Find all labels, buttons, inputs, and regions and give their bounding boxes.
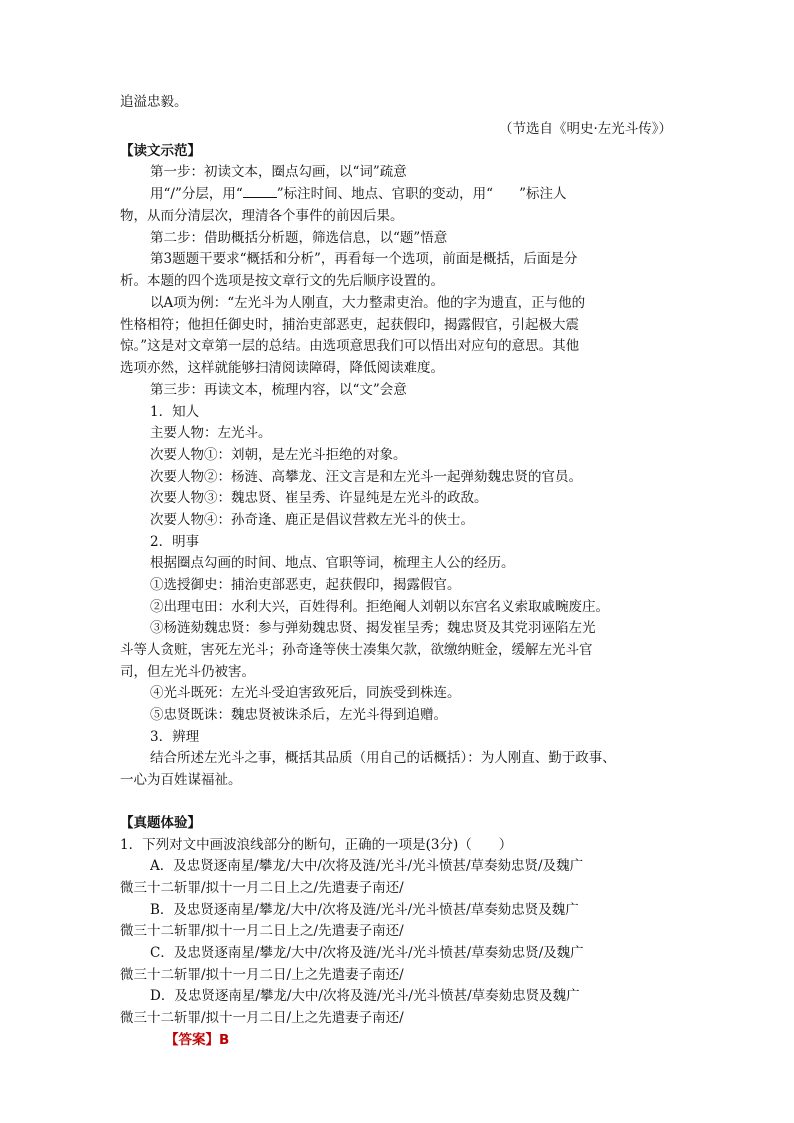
text-line: 结合所述左光斗之事，概括其品质（用自己的话概括）：为人刚直、勤于政事、 (150, 750, 616, 766)
text-fragment: ”标注时间、地点、官职的变动，用“ (276, 186, 494, 202)
step-heading: 第一步：初读文本，圈点勾画，以“词”疏意 (150, 164, 407, 180)
text-line: 选项亦然，这样就能够扫清阅读障碍，降低阅读难度。 (120, 360, 444, 376)
text-line: 次要人物③：魏忠贤、崔呈秀、许显纯是左光斗的政敌。 (150, 490, 488, 506)
option-c: C．及忠贤逐南星/攀龙/大中/次将及涟/光斗/光斗愤甚/草奏劾忠贤/及魏广 (150, 945, 584, 961)
text-fragment: ”标注人 (519, 186, 567, 202)
answer-label: 【答案】B (165, 1032, 230, 1048)
question-stem: 1．下列对文中画波浪线部分的断句，正确的一项是(3分)（ ） (120, 837, 513, 853)
underline-marker (243, 185, 277, 198)
text-line: 一心为百姓谋福祉。 (120, 772, 242, 788)
subsection-heading: 3．辨理 (150, 729, 200, 745)
text-line: 追溢忠毅。 (120, 94, 188, 110)
text-line: 析。本题的四个选项是按文章行文的先后顺序设置的。 (120, 273, 444, 289)
text-line: 主要人物：左光斗。 (150, 425, 272, 441)
option-a: A．及忠贤逐南星/攀龙/大中/次将及涟/光斗/光斗愤甚/草奏劾忠贤/及魏广 (150, 858, 584, 874)
text-line: 次要人物①：刘朝，是左光斗拒绝的对象。 (150, 447, 407, 463)
option-a-cont: 微三十二斩罪/拟十一月二日上之/先遣妻子南还/ (120, 880, 404, 896)
option-d-cont: 微三十二斩罪/拟十一月二日/上之先遣妻子南还/ (120, 1010, 404, 1026)
text-fragment: 用“/”分层，用“ (150, 186, 243, 202)
text-line: ④光斗既死：左光斗受迫害致死后，同族受到株连。 (150, 685, 461, 701)
source-citation: （节选自《明史·左光斗传》） (498, 121, 672, 137)
step-heading: 第二步：借助概括分析题，筛选信息，以“题”悟意 (150, 230, 448, 246)
text-line (150, 183, 566, 205)
option-b: B．及忠贤逐南星/攀龙/大中/次将及涟/光斗/光斗愤甚/草奏劾忠贤及魏广 (150, 902, 579, 918)
text-line: ②出理屯田：水利大兴，百姓得利。拒绝阉人刘朝以东宫名义索取戚畹废庄。 (150, 599, 609, 615)
text-line: 惊。”这是对文章第一层的总结。由选项意思我们可以悟出对应句的意思。其他 (120, 338, 580, 354)
text-line: 斗等人贪赃，害死左光斗；孙奇逢等侠士凑集欠款，欲缴纳赃金，缓解左光斗官 (120, 642, 593, 658)
text-line: 以A项为例：“左光斗为人刚直，大力整肃吏治。他的字为遗直，正与他的 (150, 295, 586, 311)
text-line: 司，但左光斗仍被害。 (120, 664, 255, 680)
section-heading: 【读文示范】 (120, 143, 201, 159)
text-line: ③杨涟劾魏忠贤：参与弹劾魏忠贤、揭发崔呈秀；魏忠贤及其党羽诬陷左光 (150, 620, 596, 636)
text-line: ①选授御史：捕治吏部恶吏，起获假印，揭露假官。 (150, 577, 461, 593)
option-d: D．及忠贤逐南星/攀龙/大中/次将及涟/光斗/光斗愤甚/草奏劾忠贤及魏广 (150, 988, 580, 1004)
text-line: 根据圈点勾画的时间、地点、官职等词，梳理主人公的经历。 (150, 555, 515, 571)
option-c-cont: 微三十二斩罪/拟十一月二日/上之先遣妻子南还/ (120, 967, 404, 983)
option-b-cont: 微三十二斩罪/拟十一月二日上之/先遣妻子南还/ (120, 923, 404, 939)
subsection-heading: 1．知人 (150, 404, 200, 420)
text-line: 次要人物②：杨涟、高攀龙、汪文言是和左光斗一起弹劾魏忠贤的官员。 (150, 469, 582, 485)
text-line: 物，从而分清层次，理清各个事件的前因后果。 (120, 208, 404, 224)
text-line: 次要人物④：孙奇逢、鹿正是倡议营救左光斗的侠士。 (150, 512, 474, 528)
section-heading: 【真题体验】 (120, 815, 201, 831)
text-line: 性格相符；他担任御史时，捕治吏部恶吏，起获假印，揭露假官，引起极大震 (120, 317, 579, 333)
text-line: 第3题题干要求“概括和分析”，再看每一个选项，前面是概括，后面是分 (150, 251, 578, 267)
subsection-heading: 2．明事 (150, 534, 200, 550)
step-heading: 第三步：再读文本，梳理内容，以“文”会意 (150, 382, 407, 398)
text-line: ⑤忠贤既诛：魏忠贤被诛杀后，左光斗得到追赠。 (150, 707, 447, 723)
